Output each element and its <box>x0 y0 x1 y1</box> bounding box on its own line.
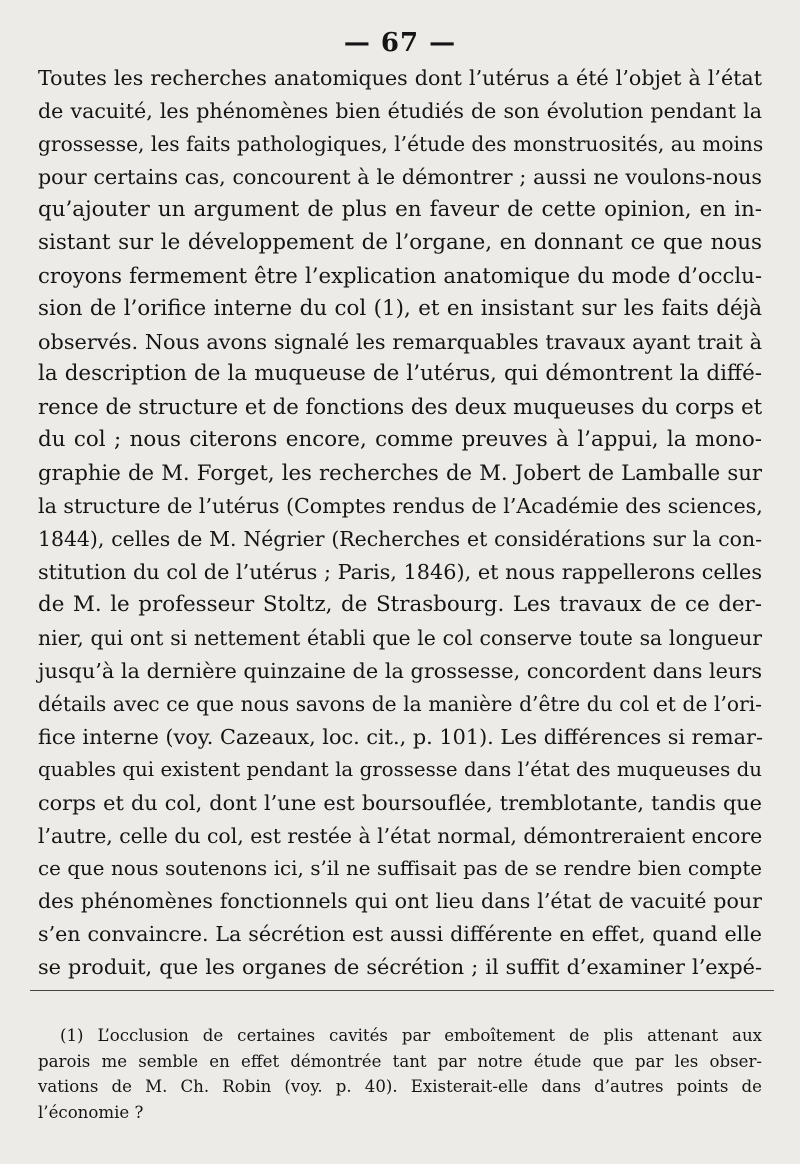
text-line: Toutes les recherches anatomiques dont l’utérus a été l’objet à l’état <box>38 66 762 90</box>
footnote-rule <box>30 990 774 991</box>
text-line: sion de l’orifice interne du col (1), et en insistant sur les faits déjà <box>38 295 762 321</box>
page-number: — 67 — <box>343 28 457 58</box>
text-line: la description de la muqueuse de l’utérus, qui démontrent la diffé- <box>38 361 762 387</box>
body-text <box>38 62 762 984</box>
text-line: de M. le professeur Stoltz, de Strasbourg. Les travaux de ce der- <box>38 592 762 617</box>
text-line: l’autre, celle du col, est restée à l’état normal, démontreraient encore <box>38 823 763 848</box>
text-line: stitution du col de l’utérus ; Paris, 1846), et nous rappellerons celles <box>38 560 762 585</box>
text-line: sistant sur le développement de l’organe, en donnant ce que nous <box>38 229 762 255</box>
footnote-line: l’économie ? <box>38 1102 144 1122</box>
text-line: pour certains cas, concourent à le démontrer ; aussi ne voulons-nous <box>38 164 762 189</box>
text-line: du col ; nous citerons encore, comme preuves à l’appui, la mono- <box>38 427 762 453</box>
text-line: 1844), celles de M. Négrier (Recherches et considérations sur la con- <box>38 527 762 552</box>
text-line: corps et du col, dont l’une est boursouflée, tremblotante, tandis que <box>38 790 762 815</box>
text-line: s’en convaincre. La sécrétion est aussi différente en effet, quand elle <box>38 922 762 947</box>
text-line: des phénomènes fonctionnels qui ont lieu dans l’état de vacuité pour <box>38 889 762 914</box>
text-line: grossesse, les faits pathologiques, l’étude des monstruosités, au moins <box>38 131 764 156</box>
text-line: ce que nous soutenons ici, s’il ne suffisait pas de se rendre bien compte <box>38 856 762 880</box>
text-line: jusqu’à la dernière quinzaine de la grossesse, concordent dans leurs <box>38 658 762 683</box>
text-line: de vacuité, les phénomènes bien étudiés de son évolution pendant la <box>38 98 762 123</box>
text-line: graphie de M. Forget, les recherches de M. Jobert de Lamballe sur <box>38 460 762 486</box>
text-line: fice interne (voy. Cazeaux, loc. cit., p. 101). Les différences si remar- <box>38 724 764 749</box>
text-line: quables qui existent pendant la grossesse dans l’état des muqueuses du <box>38 757 762 781</box>
footnote-line: parois me semble en effet démontrée tant par notre étude que par les obser- <box>38 1051 762 1071</box>
text-line: observés. Nous avons signalé les remarquables travaux ayant trait à <box>38 329 762 354</box>
text-line: qu’ajouter un argument de plus en faveur de cette opinion, en in- <box>38 196 762 222</box>
text-line: se produit, que les organes de sécrétion ; il suffit d’examiner l’expé- <box>38 955 762 980</box>
text-line: nier, qui ont si nettement établi que le col conserve toute sa longueur <box>38 625 762 650</box>
text-line: détails avec ce que nous savons de la manière d’être du col et de l’ori- <box>38 691 762 716</box>
text-line: rence de structure et de fonctions des deux muqueuses du corps et <box>38 394 763 420</box>
footnote-line: (1) L’occlusion de certaines cavités par emboîtement de plis attenant aux <box>60 1026 762 1045</box>
text-line: la structure de l’utérus (Comptes rendus de l’Académie des sciences, <box>38 494 763 519</box>
footnote <box>38 1023 762 1125</box>
text-line: croyons fermement être l’explication anatomique du mode d’occlu- <box>38 262 762 288</box>
footnote-line: vations de M. Ch. Robin (voy. p. 40). Existerait-elle dans d’autres points de <box>38 1077 762 1096</box>
